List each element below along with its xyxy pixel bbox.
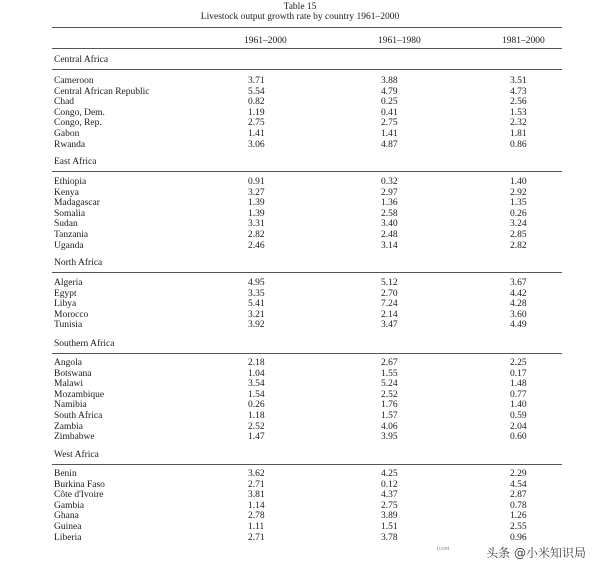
value-1961-1980: 3.14 [381,240,398,251]
value-1981-2000: 3.51 [510,76,527,86]
country-cell: Benin [54,469,77,479]
table-caption: Table 15 [283,2,317,12]
value-1961-1980: 2.52 [381,389,398,400]
value-1961-2000: 1.47 [248,432,265,443]
value-1981-2000: 1.35 [510,198,527,209]
value-1961-2000: 0.91 [248,177,265,187]
table-row [0,177,600,187]
country-cell: Egypt [54,288,77,299]
value-1981-2000: 2.92 [510,187,527,198]
value-1981-2000: 4.42 [510,288,527,299]
value-1981-2000: 2.55 [510,522,527,532]
value-1981-2000: 0.60 [510,432,527,443]
value-1961-2000: 2.18 [248,358,265,368]
table-row [0,209,600,219]
table-row [0,369,600,379]
value-1961-2000: 3.21 [248,309,265,320]
value-1961-2000: 3.35 [248,288,265,299]
section-heading: Central Africa [54,55,109,65]
table-row [0,390,600,400]
country-cell: Chad [54,97,75,108]
country-cell: Rwanda [54,139,86,150]
country-cell: Burkina Faso [54,479,105,490]
value-1961-2000: 2.71 [248,479,265,490]
country-cell: Gambia [54,500,85,511]
country-cell: Angola [54,358,82,368]
value-1961-2000: 1.39 [248,208,265,219]
value-1961-2000: 3.92 [248,320,265,331]
value-1961-1980: 2.48 [381,230,398,240]
value-1981-2000: 1.26 [510,511,527,522]
table-row [0,422,600,432]
value-1961-2000: 3.06 [248,139,265,150]
value-1981-2000: 3.67 [510,278,527,288]
value-1981-2000: 1.40 [510,177,527,187]
value-1981-2000: 2.56 [510,97,527,108]
value-1961-1980: 4.06 [381,421,398,432]
value-1961-1980: 2.67 [381,358,398,368]
value-1961-1980: 2.75 [381,118,398,129]
country-cell: Uganda [54,240,84,251]
value-1961-1980: 0.32 [381,177,398,187]
value-1981-2000: 2.82 [510,240,527,251]
country-cell: Mozambique [54,389,105,400]
value-1981-2000: 2.87 [510,490,527,501]
country-cell: Sudan [54,219,78,230]
table-row [0,108,600,118]
table-row [0,490,600,500]
value-1961-2000: 3.31 [248,219,265,230]
country-cell: Morocco [54,309,89,320]
country-cell: Algeria [54,278,83,288]
table-row [0,278,600,288]
value-1981-2000: 2.25 [510,358,527,368]
table-row [0,129,600,139]
value-1961-1980: 4.79 [381,86,398,97]
value-1961-1980: 1.41 [381,129,398,139]
section-rule [52,353,562,354]
value-1961-1980: 4.37 [381,490,398,501]
value-1961-1980: 1.76 [381,400,398,411]
country-cell: Central African Republic [54,86,150,97]
table-title: Livestock output growth rate by country 1961–2000 [200,12,400,22]
value-1961-2000: 2.71 [248,532,265,543]
value-1961-2000: 1.04 [248,368,265,379]
table-row [0,76,600,86]
country-cell: Ethiopia [54,177,87,187]
value-1961-2000: 0.82 [248,97,265,108]
value-1981-2000: 1.40 [510,400,527,411]
country-cell: Somalia [54,208,86,219]
value-1961-2000: 4.95 [248,278,265,288]
value-1961-2000: 2.75 [248,118,265,129]
value-1961-1980: 1.36 [381,198,398,209]
table-row [0,299,600,309]
value-1981-2000: 0.59 [510,411,527,421]
value-1961-1980: 3.89 [381,511,398,522]
header-rule [52,48,562,49]
section-rule [52,272,562,273]
value-1961-2000: 1.11 [248,522,265,532]
value-1961-1980: 5.12 [381,278,398,288]
value-1961-2000: 5.54 [248,86,265,97]
table-row [0,432,600,442]
section-rule [52,464,562,465]
value-1961-2000: 3.71 [248,76,265,86]
value-1981-2000: 0.77 [510,389,527,400]
country-cell: Tanzania [54,230,89,240]
value-1961-1980: 2.75 [381,500,398,511]
country-cell: Tunisia [54,320,83,331]
value-1961-1980: 3.95 [381,432,398,443]
country-cell: Congo, Dem. [54,107,105,118]
table-row [0,188,600,198]
value-1961-1980: 1.57 [381,411,398,421]
value-1981-2000: 4.54 [510,479,527,490]
table-row [0,310,600,320]
table-row [0,87,600,97]
table-row [0,501,600,511]
value-1961-1980: 3.88 [381,76,398,86]
value-1961-1980: 0.12 [381,479,398,490]
column-header-1961-1980: 1961–1980 [378,36,421,46]
table-row [0,379,600,389]
value-1961-1980: 0.25 [381,97,398,108]
value-1961-1980: 2.97 [381,187,398,198]
table-row [0,289,600,299]
value-1961-1980: 4.87 [381,139,398,150]
country-cell: Liberia [54,532,82,543]
value-1981-2000: 2.04 [510,421,527,432]
value-1961-2000: 2.78 [248,511,265,522]
value-1981-2000: 4.28 [510,299,527,310]
value-1981-2000: 0.86 [510,139,527,150]
value-1961-2000: 1.19 [248,107,265,118]
value-1961-2000: 2.46 [248,240,265,251]
value-1981-2000: 2.85 [510,230,527,240]
table-row [0,97,600,107]
table-row [0,480,600,490]
value-1961-1980: 4.25 [381,469,398,479]
country-cell: Côte d'Ivoire [54,490,104,501]
value-1961-2000: 1.18 [248,411,265,421]
value-1981-2000: 0.26 [510,208,527,219]
value-1981-2000: 0.17 [510,368,527,379]
value-1981-2000: 2.32 [510,118,527,129]
watermark: 头条 @小米知识局 [486,546,586,560]
value-1981-2000: 1.48 [510,379,527,390]
value-1961-1980: 2.14 [381,309,398,320]
table-row [0,511,600,521]
table-row [0,140,600,150]
country-cell: Cameroon [54,76,94,86]
table-row [0,469,600,479]
country-cell: South Africa [54,411,103,421]
value-1961-1980: 2.58 [381,208,398,219]
value-1961-2000: 2.52 [248,421,265,432]
table-row [0,400,600,410]
section-rule [52,69,562,70]
country-cell: Kenya [54,187,79,198]
value-1961-1980: 2.70 [381,288,398,299]
value-1961-2000: 3.62 [248,469,265,479]
section-heading: East Africa [54,157,97,167]
value-1961-1980: 3.78 [381,532,398,543]
value-1961-2000: 1.14 [248,500,265,511]
table-row [0,198,600,208]
value-1961-2000: 3.54 [248,379,265,390]
watermark-fragment: (cont [437,546,450,552]
table-row [0,358,600,368]
country-cell: Botswana [54,368,92,379]
table-row [0,533,600,543]
country-cell: Guinea [54,522,82,532]
table-row [0,522,600,532]
section-rule [52,171,562,172]
value-1961-2000: 1.39 [248,198,265,209]
country-cell: Ghana [54,511,79,522]
value-1961-2000: 1.41 [248,129,265,139]
value-1961-1980: 3.40 [381,219,398,230]
top-rule [52,27,562,28]
column-header-1961-2000: 1961–2000 [244,36,287,46]
value-1961-2000: 3.27 [248,187,265,198]
country-cell: Gabon [54,129,80,139]
country-cell: Madagascar [54,198,100,209]
value-1981-2000: 0.78 [510,500,527,511]
value-1961-1980: 3.47 [381,320,398,331]
section-heading: North Africa [54,258,103,268]
table-row [0,219,600,229]
value-1981-2000: 0.96 [510,532,527,543]
section-heading: Southern Africa [54,339,115,349]
table-row [0,118,600,128]
country-cell: Congo, Rep. [54,118,102,129]
table-row [0,230,600,240]
country-cell: Namibia [54,400,87,411]
value-1961-1980: 5.24 [381,379,398,390]
value-1961-1980: 0.41 [381,107,398,118]
value-1961-1980: 1.55 [381,368,398,379]
value-1961-2000: 5.41 [248,299,265,310]
value-1981-2000: 2.29 [510,469,527,479]
country-cell: Zimbabwe [54,432,95,443]
value-1961-1980: 1.51 [381,522,398,532]
value-1981-2000: 1.81 [510,129,527,139]
section-heading: West Africa [54,450,99,460]
value-1981-2000: 3.60 [510,309,527,320]
value-1981-2000: 1.53 [510,107,527,118]
value-1981-2000: 4.49 [510,320,527,331]
value-1961-2000: 2.82 [248,230,265,240]
value-1981-2000: 3.24 [510,219,527,230]
table-row [0,320,600,330]
country-cell: Malawi [54,379,84,390]
value-1961-2000: 3.81 [248,490,265,501]
value-1961-1980: 7.24 [381,299,398,310]
value-1981-2000: 4.73 [510,86,527,97]
column-header-1981-2000: 1981–2000 [502,36,545,46]
table-row [0,241,600,251]
table-row [0,411,600,421]
value-1961-2000: 1.54 [248,389,265,400]
value-1961-2000: 0.26 [248,400,265,411]
country-cell: Zambia [54,421,84,432]
country-cell: Libya [54,299,77,310]
